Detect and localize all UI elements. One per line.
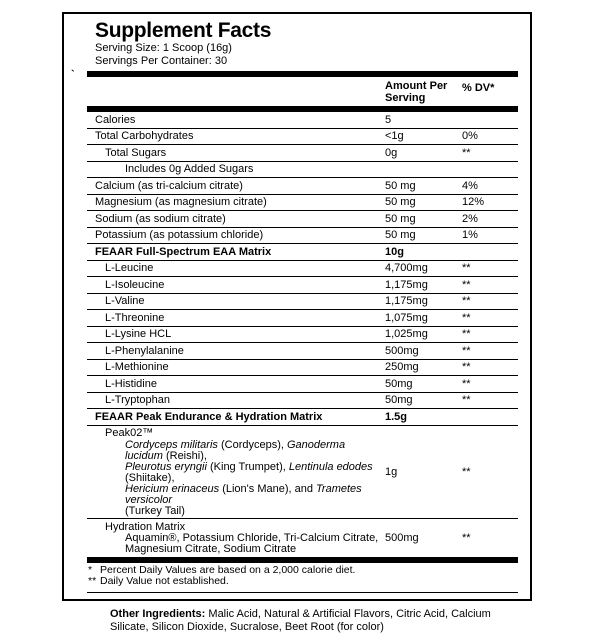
table-row xyxy=(87,393,518,410)
dv-value: ** xyxy=(462,377,471,390)
table-row xyxy=(87,327,518,344)
ingredient-label: L-Valine xyxy=(105,295,145,307)
table-row xyxy=(87,228,518,245)
dv-value: 1% xyxy=(462,229,478,241)
ingredient-label: Total Carbohydrates xyxy=(95,130,194,142)
ingredient-label: Total Sugars xyxy=(105,146,167,159)
amount-value: 5 xyxy=(385,113,392,126)
ingredient-label: L-Tryptophan xyxy=(105,394,171,406)
ingredient-text: Aquamin®, Potassium Chloride, Tri-Calcium Citrate, xyxy=(125,532,379,544)
amount-value: 1,025mg xyxy=(385,328,428,340)
amount-value: 50 mg xyxy=(385,179,416,192)
other-ingredients-label: Other Ingredients: xyxy=(110,607,206,620)
ingredient-detail-line xyxy=(87,484,385,506)
ingredient-label: Sodium (as sodium citrate) xyxy=(95,212,226,225)
ingredient-text: (Lion's Mane), and xyxy=(219,482,317,495)
dv-value: ** xyxy=(462,295,471,307)
amount-value: <1g xyxy=(385,130,404,142)
other-ingredients-text: Malic Acid, Natural & Artificial Flavors, Citric Acid, Calcium Silicate, Silicon Dioxide, Sucralose, Beet Root (for color) xyxy=(110,607,491,633)
amount-value: 10g xyxy=(385,245,404,258)
footnotes xyxy=(87,563,518,593)
ingredient-text: (King Trumpet), xyxy=(206,460,289,473)
ingredient-label: L-Methionine xyxy=(105,361,169,373)
panel-header xyxy=(95,20,518,68)
species-name: Ganoderma lucidum xyxy=(125,438,346,462)
table-row xyxy=(87,261,518,278)
amount-value: 500mg xyxy=(385,344,419,357)
dv-value: ** xyxy=(462,361,471,373)
dv-value: ** xyxy=(462,278,471,291)
ingredient-text: Magnesium Citrate, Sodium Citrate xyxy=(125,543,297,555)
amount-value: 500mg xyxy=(385,531,419,544)
dv-value: ** xyxy=(462,146,471,159)
footnote-text: Percent Daily Values are based on a 2,000 calorie diet. xyxy=(100,563,356,576)
column-header-spacer xyxy=(87,80,385,104)
table-row xyxy=(87,360,518,377)
table-row xyxy=(87,112,518,129)
ingredient-text: (Shiitake), xyxy=(125,471,175,484)
serving-size: Serving Size: 1 Scoop (16g) xyxy=(95,42,232,54)
table-row xyxy=(87,426,518,520)
footnote-marker: ** xyxy=(88,575,97,587)
ingredient-label: L-Leucine xyxy=(105,262,154,274)
panel-title: Supplement Facts xyxy=(95,19,272,42)
amount-value: 50 mg xyxy=(385,196,416,208)
ingredient-label: FEAAR Peak Endurance & Hydration Matrix xyxy=(95,410,323,423)
ingredient-detail-line xyxy=(87,462,385,484)
nutrition-table-area xyxy=(87,71,518,593)
dv-value: ** xyxy=(462,262,471,274)
species-name: Lentinula edodes xyxy=(288,460,373,473)
species-name: Cordyceps militaris xyxy=(125,438,218,451)
ingredient-label: FEAAR Full-Spectrum EAA Matrix xyxy=(95,245,272,258)
ingredient-label: L-Histidine xyxy=(105,377,157,390)
amount-value: 0g xyxy=(385,146,398,159)
amount-value: 50mg xyxy=(385,377,413,390)
table-row xyxy=(87,277,518,294)
footnote-marker: * xyxy=(88,563,93,576)
ingredient-group-title: Hydration Matrix xyxy=(105,520,186,533)
table-row xyxy=(87,145,518,162)
nutrient-table xyxy=(87,112,518,557)
table-row xyxy=(87,129,518,146)
amount-value: 1.5g xyxy=(385,410,408,423)
dv-value: ** xyxy=(462,328,471,340)
amount-value: 50 mg xyxy=(385,229,416,241)
table-row xyxy=(87,178,518,195)
stray-mark: ` xyxy=(71,69,75,81)
footnote xyxy=(87,576,518,588)
table-row xyxy=(87,294,518,311)
amount-value: 50 mg xyxy=(385,212,416,225)
table-row xyxy=(87,162,518,179)
amount-value: 4,700mg xyxy=(385,262,428,274)
table-row xyxy=(87,310,518,327)
ingredient-label: Magnesium (as magnesium citrate) xyxy=(95,196,267,208)
amount-value: 1,175mg xyxy=(385,295,428,307)
amount-value: 1g xyxy=(385,465,398,478)
ingredient-label: Calcium (as tri-calcium citrate) xyxy=(95,179,243,192)
ingredient-text: (Cordyceps), xyxy=(217,438,287,451)
amount-value: 1,175mg xyxy=(385,278,428,291)
species-name: Pleurotus eryngii xyxy=(125,460,207,473)
amount-value: 250mg xyxy=(385,361,419,373)
ingredient-label: L-Lysine HCL xyxy=(105,328,172,340)
amount-value: 1,075mg xyxy=(385,311,428,324)
dv-value: ** xyxy=(462,394,471,406)
ingredient-text: (Reishi), xyxy=(162,449,207,462)
ingredient-label: Potassium (as potassium chloride) xyxy=(95,229,264,241)
ingredient-label: Calories xyxy=(95,113,136,126)
column-header-amount: Amount Per Serving xyxy=(385,80,448,104)
ingredient-label: L-Threonine xyxy=(105,311,165,324)
ingredient-label xyxy=(87,522,385,556)
column-header-dv: % DV* xyxy=(462,82,495,94)
dv-value: 0% xyxy=(462,130,478,142)
servings-per-container: Servings Per Container: 30 xyxy=(95,55,228,67)
dv-value: 2% xyxy=(462,212,478,225)
table-row xyxy=(87,376,518,393)
table-row xyxy=(87,244,518,261)
dv-value: ** xyxy=(462,344,471,357)
table-row xyxy=(87,519,518,557)
species-name: Hericium erinaceus xyxy=(125,482,220,495)
table-row xyxy=(87,343,518,360)
table-row xyxy=(87,195,518,212)
column-header-row xyxy=(87,77,518,106)
dv-value: 4% xyxy=(462,179,478,192)
footnote xyxy=(87,565,518,577)
amount-value: 50mg xyxy=(385,394,413,406)
ingredient-group-title: Peak02™ xyxy=(105,427,154,439)
ingredient-detail-line xyxy=(87,506,385,517)
ingredient-detail-line xyxy=(87,440,385,462)
supplement-facts-panel xyxy=(62,12,532,601)
dv-value: ** xyxy=(462,531,471,544)
ingredient-label: L-Phenylalanine xyxy=(105,344,184,357)
other-ingredients xyxy=(110,608,494,634)
species-name: Trametes versicolor xyxy=(125,482,362,506)
dv-value: ** xyxy=(462,465,471,478)
ingredient-text: (Turkey Tail) xyxy=(125,504,185,517)
ingredient-label: L-Isoleucine xyxy=(105,278,165,291)
dv-value: 12% xyxy=(462,196,485,208)
footnote-text: Daily Value not established. xyxy=(100,575,229,587)
dv-value: ** xyxy=(462,311,471,324)
ingredient-label: Includes 0g Added Sugars xyxy=(125,163,254,175)
table-row xyxy=(87,211,518,228)
ingredient-label xyxy=(87,428,385,517)
ingredient-detail-line xyxy=(87,544,385,555)
table-row xyxy=(87,409,518,426)
